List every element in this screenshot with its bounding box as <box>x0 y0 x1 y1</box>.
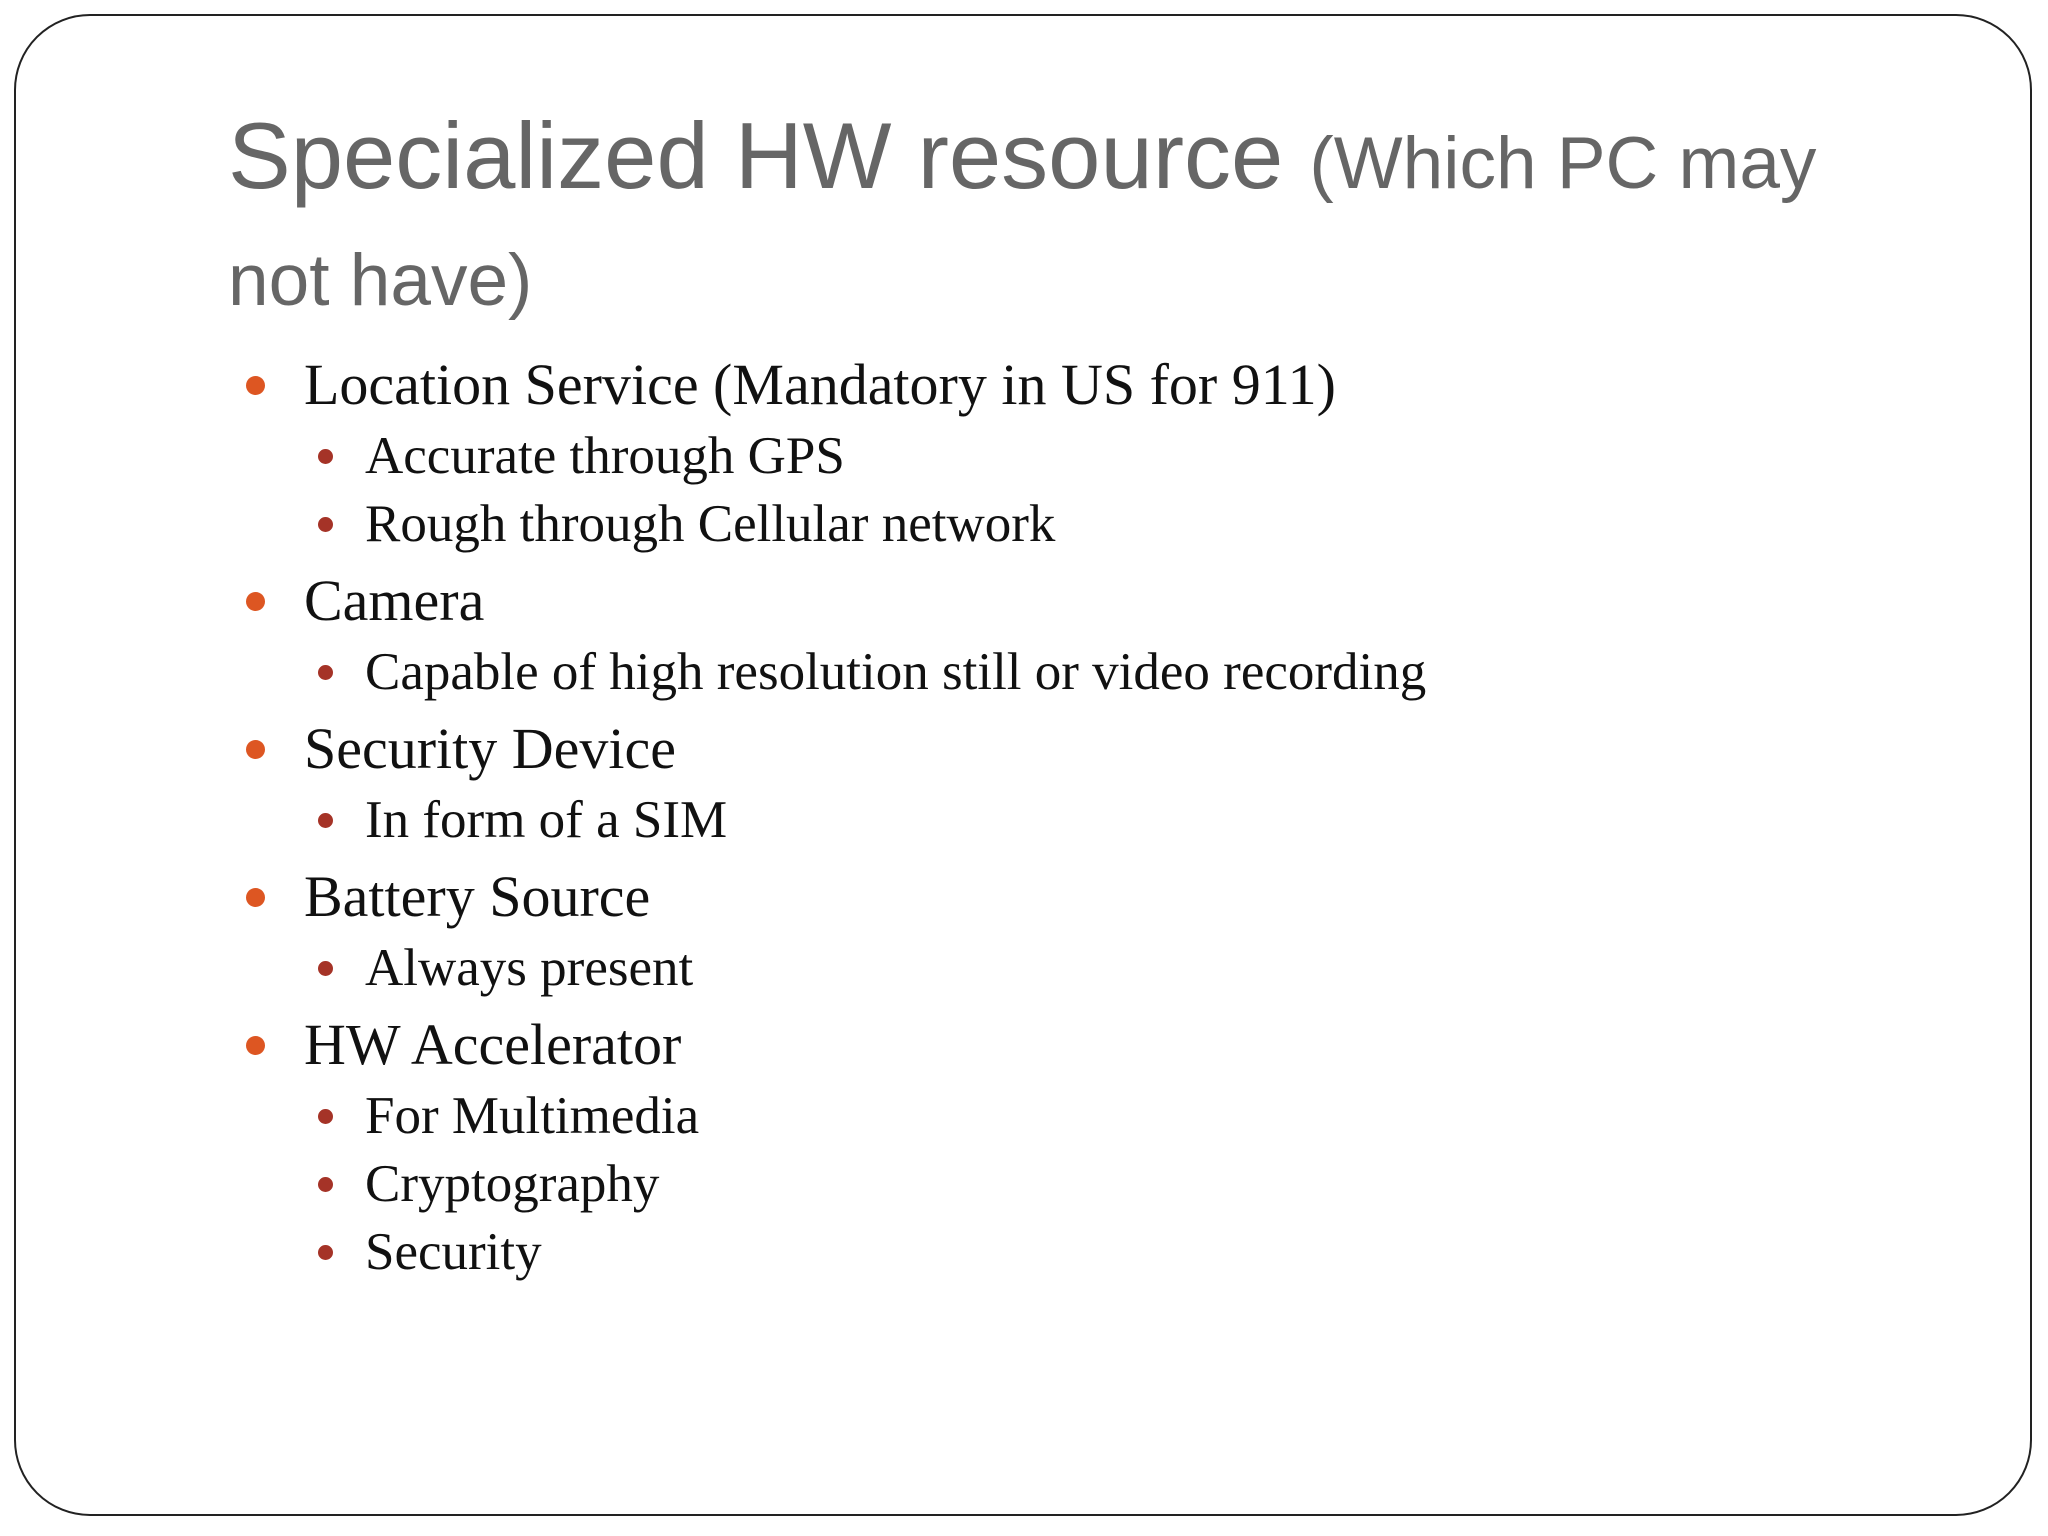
sub-list-item <box>226 638 1926 706</box>
slide-title <box>228 104 1908 346</box>
list-item-battery-source <box>226 860 1926 934</box>
sub-list-item-text: In form of a SIM <box>365 791 728 849</box>
sub-list-item-text: Always present <box>365 939 694 997</box>
sub-list-item <box>226 490 1926 558</box>
sub-bullet-icon <box>318 449 333 464</box>
sub-list-item-text: Capable of high resolution still or video recording <box>365 643 1427 701</box>
sub-bullet-icon <box>318 1245 333 1260</box>
sub-bullet-icon <box>318 665 333 680</box>
sub-bullet-icon <box>318 813 333 828</box>
bullet-list <box>226 348 1926 1286</box>
bullet-icon <box>246 1036 265 1055</box>
sub-bullet-icon <box>318 517 333 532</box>
list-item-text: Camera <box>304 568 485 633</box>
sub-list-item-text: Rough through Cellular network <box>365 495 1056 553</box>
sub-bullet-icon <box>318 1177 333 1192</box>
slide-frame <box>14 14 2032 1516</box>
sub-list-item <box>226 1218 1926 1286</box>
list-item-text: Location Service (Mandatory in US for 911) <box>304 352 1336 417</box>
sub-list-item-text: Cryptography <box>365 1155 660 1213</box>
bullet-icon <box>246 888 265 907</box>
slide-title-main: Specialized HW resource <box>228 103 1310 208</box>
list-item-text: Battery Source <box>304 864 651 929</box>
sub-list-item-text: Security <box>365 1223 542 1281</box>
bullet-icon <box>246 592 265 611</box>
list-item-camera <box>226 564 1926 638</box>
sub-list-item-text: For Multimedia <box>365 1087 700 1145</box>
bullet-icon <box>246 740 265 759</box>
slide-title-sub: (Which PC may not have) <box>228 123 1817 321</box>
list-item-location-service <box>226 348 1926 422</box>
list-item-hw-accelerator <box>226 1008 1926 1082</box>
sub-list-item <box>226 422 1926 490</box>
bullet-icon <box>246 376 265 395</box>
sub-list-item <box>226 786 1926 854</box>
sub-list-item <box>226 1082 1926 1150</box>
sub-bullet-icon <box>318 1109 333 1124</box>
sub-bullet-icon <box>318 961 333 976</box>
list-item-text: Security Device <box>304 716 677 781</box>
sub-list-item <box>226 1150 1926 1218</box>
list-item-text: HW Accelerator <box>304 1012 682 1077</box>
sub-list-item <box>226 934 1926 1002</box>
list-item-security-device <box>226 712 1926 786</box>
sub-list-item-text: Accurate through GPS <box>365 427 845 485</box>
